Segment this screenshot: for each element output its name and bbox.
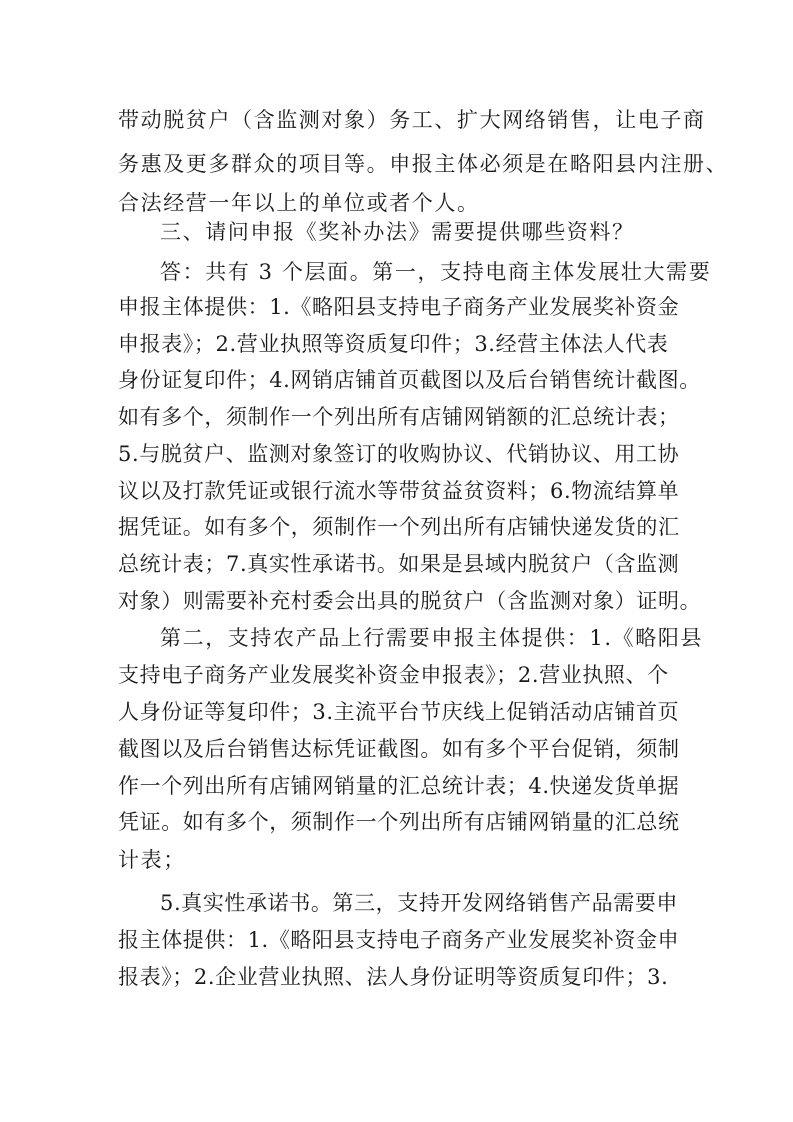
text-line: 凭证。如有多个，须制作一个列出所有店铺网销量的汇总统 — [118, 810, 680, 834]
text-line: 总统计表；7.真实性承诺书。如果是县域内脱贫户（含监测 — [118, 552, 680, 576]
text-line: 对象）则需要补充村委会出具的脱贫户（含监测对象）证明。 — [118, 589, 702, 613]
text-line: 议以及打款凭证或银行流水等带贫益贫资料；6.物流结算单 — [118, 479, 680, 503]
text-line: 合法经营一年以上的单位或者个人。 — [118, 191, 480, 215]
text-line: 如有多个，须制作一个列出所有店铺网销额的汇总统计表； — [118, 405, 680, 429]
text-line: 据凭证。如有多个，须制作一个列出所有店铺快递发货的汇 — [118, 515, 680, 539]
text-line: 人身份证等复印件；3.主流平台节庆线上促销活动店铺首页 — [118, 700, 680, 724]
text-line: 第二，支持农产品上行需要申报主体提供：1.《略阳县 — [160, 626, 704, 650]
section-heading: 三、请问申报《奖补办法》需要提供哪些资料？ — [160, 220, 635, 244]
text-line: 支持电子商务产业发展奖补资金申报表》；2.营业执照、个 — [118, 663, 669, 687]
text-line: 申报主体提供：1.《略阳县支持电子商务产业发展奖补资金 — [118, 295, 680, 319]
text-line: 务惠及更多群众的项目等。申报主体必须是在略阳县内注册、 — [118, 152, 729, 176]
text-line: 计表； — [118, 848, 186, 872]
text-line: 申报表》；2.营业执照等资质复印件；3.经营主体法人代表 — [118, 332, 669, 356]
text-line: 截图以及后台销售达标凭证截图。如有多个平台促销，须制 — [118, 737, 680, 761]
text-line: 作一个列出所有店铺网销量的汇总统计表；4.快递发货单据 — [118, 774, 680, 798]
text-line: 5.真实性承诺书。第三，支持开发网络销售产品需要申 — [160, 891, 679, 915]
text-line: 报主体提供：1.《略阳县支持电子商务产业发展奖补资金申 — [118, 928, 680, 952]
text-line: 报表》；2.企业营业执照、法人身份证明等资质复印件；3. — [118, 965, 669, 989]
text-line: 身份证复印件；4.网销店铺首页截图以及后台销售统计截图。 — [118, 368, 701, 392]
text-line: 5.与脱贫户、监测对象签订的收购协议、代销协议、用工协 — [118, 442, 680, 466]
text-line: 答：共有 3 个层面。第一，支持电商主体发展壮大需要 — [160, 260, 712, 284]
text-line: 带动脱贫户（含监测对象）务工、扩大网络销售，让电子商 — [118, 108, 706, 132]
